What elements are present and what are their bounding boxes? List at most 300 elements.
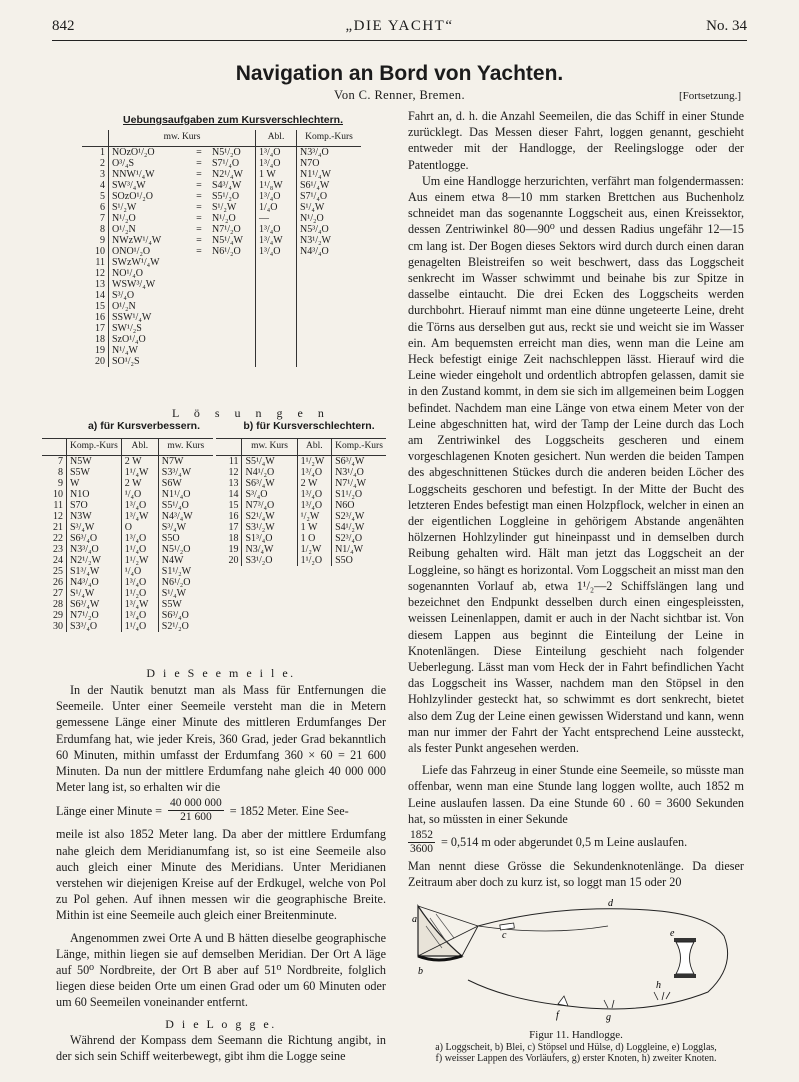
paragraph: Liefe das Fahrzeug in einer Stunde eine Seemeile, so müsste man offenbar, wenn man eine Stunde lang loggen wollte, auch 1852 m Leine auslaufen lassen. Da eine Stunde 60 . 60 = 3600 Sekunden hat, so müssten in einer Sekunde — [408, 763, 744, 826]
table-row — [42, 533, 213, 544]
cell-abl: 2 W — [121, 478, 158, 489]
table-row — [82, 158, 361, 169]
vorlaeufer-lappen — [558, 996, 568, 1006]
table-row — [82, 257, 361, 268]
right-text — [408, 108, 744, 890]
row-number: 12 — [228, 467, 239, 478]
col-header-komp-kurs: Komp.-Kurs — [67, 439, 122, 456]
cell-abl — [256, 257, 297, 268]
label-f: f — [556, 1010, 559, 1021]
cell-abl: 2 W — [121, 456, 158, 468]
cell-abl: 1³/₄O — [121, 533, 158, 544]
label-e: e — [670, 928, 675, 939]
cell-mw-kurs: S¹/₄W — [158, 588, 213, 599]
cell-komp-kurs: S5W — [67, 467, 122, 478]
cell-abl: 1¹/₄O — [121, 621, 158, 632]
figure-caption-title: Figur 11. Handlogge. — [529, 1029, 623, 1041]
label-d: d — [608, 898, 613, 909]
cell-mw-kurs: N5¹/₂O — [212, 147, 241, 158]
cell-kurs: N¹/₄W — [109, 345, 190, 356]
cell-komp-kurs: N5W — [67, 456, 122, 468]
cell-komp-kurs: S7¹/₄O — [297, 191, 362, 202]
cell-komp-kurs: N1/₄W — [332, 544, 386, 555]
table-row — [216, 555, 386, 566]
zweiter-knoten — [654, 992, 670, 1000]
cell-mw-kurs: S6³/₄O — [158, 610, 213, 621]
cell-abl: 1³/₄O — [121, 610, 158, 621]
row-number: 15 — [95, 301, 105, 312]
logglas — [676, 942, 694, 974]
cell-mw-kurs: N5¹/₂O — [158, 544, 213, 555]
cell-abl: 1³/₄O — [256, 147, 297, 159]
fraction-numerator: 40 000 000 — [170, 797, 222, 810]
row-number: 9 — [100, 235, 105, 246]
cell-kurs: NO¹/₄O — [109, 268, 190, 279]
cell-mw-kurs: S6³/₄W — [242, 478, 297, 489]
solutions-b-title: b) für Kursverschlechtern. — [243, 420, 375, 432]
cell-komp-kurs: S1¹/₂O — [332, 489, 386, 500]
fraction-denominator: 3600 — [410, 842, 433, 855]
row-number: 11 — [53, 500, 63, 511]
formula-prefix: Länge einer Minute = — [56, 803, 163, 818]
cell-mw-kurs: S5¹/₂O — [212, 191, 240, 202]
fraction-numerator: 1852 — [410, 828, 433, 841]
cell-komp-kurs: N3W — [67, 511, 122, 522]
cell-komp-kurs — [297, 257, 362, 268]
cell-kurs: NWzW¹/₄W — [109, 235, 190, 246]
running-head — [52, 18, 747, 41]
cell-mw-kurs — [209, 301, 256, 312]
table-row — [42, 467, 213, 478]
table-row — [82, 180, 361, 191]
table-row — [216, 533, 386, 544]
table-row — [82, 202, 361, 213]
cell-abl: 1³/₄O — [256, 246, 297, 257]
row-number: 8 — [100, 224, 105, 235]
row-number: 1 — [100, 147, 105, 158]
paragraph: Fahrt an, d. h. die Anzahl Seemeilen, die das Schiff in einer Stunde zurücklegt. Das Messen dieser Fahrt, loggen genannt, geschieht entweder mit der Handlogge, der Reelingslogge oder der Patentlogge. — [408, 109, 744, 172]
cell-komp-kurs: N7O — [297, 158, 362, 169]
row-number: 11 — [95, 257, 105, 268]
cell-mw-kurs — [209, 323, 256, 334]
table-row — [82, 345, 361, 356]
solutions-a-table — [42, 438, 213, 632]
label-h: h — [656, 980, 661, 991]
fraction — [168, 797, 224, 824]
cell-equals: = — [196, 235, 202, 246]
cell-equals: = — [196, 158, 202, 169]
cell-equals — [189, 279, 209, 290]
cell-abl: ¹/₂W — [297, 511, 331, 522]
row-number: 8 — [58, 467, 63, 478]
cell-kurs: WSW³/₄W — [109, 279, 190, 290]
cell-mw-kurs: N2¹/₄W — [212, 169, 243, 180]
table-row — [82, 323, 361, 334]
cell-kurs: O¹/₂N — [109, 301, 190, 312]
col-header-mw-kurs: mw. Kurs — [158, 439, 213, 456]
cell-equals — [189, 301, 209, 312]
cell-abl: 1 W — [297, 522, 331, 533]
cell-komp-kurs: S6³/₄W — [332, 456, 386, 468]
cell-komp-kurs: N4³/₄O — [67, 577, 122, 588]
cell-kurs: N¹/₂O — [109, 213, 190, 224]
table-row — [42, 489, 213, 500]
col-header-komp-kurs: Komp.-Kurs — [332, 439, 386, 456]
col-header-mw-kurs: mw. Kurs — [109, 130, 256, 147]
cell-kurs: O¹/₂N — [109, 224, 190, 235]
cell-abl: 1³/₄O — [121, 500, 158, 511]
cell-komp-kurs: S5O — [332, 555, 386, 566]
cell-equals: = — [196, 180, 202, 191]
cell-mw-kurs: N3/₄W — [242, 544, 297, 555]
cell-mw-kurs: S1¹/₂W — [158, 566, 213, 577]
row-number: 23 — [53, 544, 63, 555]
cell-equals: = — [196, 147, 202, 158]
cell-abl: 1 W — [256, 169, 297, 180]
cell-mw-kurs — [209, 334, 256, 345]
cell-mw-kurs: S5W — [158, 599, 213, 610]
cell-mw-kurs: S1³/₄O — [242, 533, 297, 544]
cell-kurs: NNW¹/₄W — [109, 169, 190, 180]
cell-equals: = — [196, 224, 202, 235]
table-row — [42, 522, 213, 533]
table-row — [82, 191, 361, 202]
cell-komp-kurs: S³/₄W — [67, 522, 122, 533]
exercises-table — [82, 130, 361, 367]
cell-mw-kurs: S2¹/₂O — [158, 621, 213, 632]
cell-abl: 1¹/₄W — [121, 467, 158, 478]
cell-abl — [256, 301, 297, 312]
cell-mw-kurs: N4¹/₂O — [242, 467, 297, 478]
solutions-b-table — [216, 438, 386, 566]
cell-kurs: NOzO¹/₂O — [109, 147, 190, 159]
table-row — [42, 555, 213, 566]
cell-komp-kurs: N7¹/₂O — [67, 610, 122, 621]
cell-mw-kurs: N4³/₄W — [158, 511, 213, 522]
cell-komp-kurs — [297, 323, 362, 334]
cell-mw-kurs: N7³/₄O — [242, 500, 297, 511]
cell-mw-kurs: S4³/₄W — [212, 180, 242, 191]
cell-abl: ¹/₄O — [121, 566, 158, 577]
cell-komp-kurs: N7¹/₄W — [332, 478, 386, 489]
cell-komp-kurs: N¹/₂O — [297, 213, 362, 224]
table-row — [216, 500, 386, 511]
cell-abl: 1¹/₂O — [297, 555, 331, 566]
label-a: a — [412, 914, 417, 925]
row-number: 5 — [100, 191, 105, 202]
cell-mw-kurs: S2¹/₄W — [242, 511, 297, 522]
row-number: 16 — [228, 511, 239, 522]
table-row — [216, 511, 386, 522]
row-number: 17 — [95, 323, 105, 334]
cell-komp-kurs — [297, 290, 362, 301]
cell-mw-kurs: S³/₄W — [158, 522, 213, 533]
table-row — [42, 610, 213, 621]
row-number: 24 — [53, 555, 63, 566]
row-number: 26 — [53, 577, 63, 588]
row-number: 13 — [228, 478, 239, 489]
row-number: 15 — [228, 500, 239, 511]
seemeile-text — [56, 682, 386, 1064]
cell-equals — [189, 312, 209, 323]
row-number: 12 — [95, 268, 105, 279]
table-row — [42, 500, 213, 511]
cell-komp-kurs: N6O — [332, 500, 386, 511]
cell-equals — [189, 345, 209, 356]
cell-abl: 2 W — [297, 478, 331, 489]
cell-komp-kurs — [297, 345, 362, 356]
cell-abl: 1³/₄O — [297, 467, 331, 478]
cell-equals: = — [196, 202, 202, 213]
table-row — [82, 235, 361, 246]
row-number: 2 — [100, 158, 105, 169]
cell-mw-kurs: S¹/₂W — [212, 202, 237, 213]
handlogge-figure — [408, 896, 744, 1036]
paragraph: Angenommen zwei Orte A und B hätten dieselbe geographische Länge, mithin liegen sie auf demselben Meridian. Der Ort A läge auf 50⁰ Nordbreite, der Ort B aber auf 51⁰ Nordbreite, folglich liegen diese beiden Orte um einen Grad oder um 60 Minuten oder um 60 Seemeilen voneinander entfernt. — [56, 930, 386, 1010]
cell-abl: 1³/₄O — [297, 500, 331, 511]
cell-komp-kurs: S2³/₄W — [332, 511, 386, 522]
cell-mw-kurs: N4W — [158, 555, 213, 566]
cell-kurs: SSW¹/₄W — [109, 312, 190, 323]
row-number: 30 — [53, 621, 63, 632]
cell-komp-kurs — [297, 334, 362, 345]
cell-mw-kurs — [209, 279, 256, 290]
cell-komp-kurs — [297, 301, 362, 312]
table-row — [82, 268, 361, 279]
cell-equals — [189, 323, 209, 334]
solutions-a-title: a) für Kursverbessern. — [87, 420, 201, 432]
table-row — [42, 577, 213, 588]
cell-komp-kurs — [297, 279, 362, 290]
paragraph: Während der Kompass dem Seemann die Richtung angibt, in der sich sein Schiff weiterbewegt, gibt ihm die Logge seine — [56, 1032, 386, 1063]
table-row — [82, 290, 361, 301]
journal-title: „DIE YACHT“ — [345, 18, 454, 34]
row-number: 14 — [228, 489, 239, 500]
cell-mw-kurs: S5¹/₄W — [242, 456, 297, 468]
article-title: Navigation an Bord von Yachten. — [235, 62, 564, 85]
cell-equals — [189, 356, 209, 367]
cell-komp-kurs: N3³/₄O — [297, 147, 362, 159]
col-header-abl: Abl. — [256, 130, 297, 147]
row-number: 10 — [95, 246, 105, 257]
cell-kurs: O³/₄S — [109, 158, 190, 169]
table-row — [42, 621, 213, 632]
cell-abl: 1³/₄O — [121, 577, 158, 588]
cell-equals: = — [196, 246, 202, 257]
cell-equals: = — [196, 191, 202, 202]
row-number: 7 — [100, 213, 105, 224]
cell-komp-kurs: N3¹/₄O — [332, 467, 386, 478]
paragraph: In der Nautik benutzt man als Mass für Entfernungen die Seemeile. Unter einer Seemeile versteht man die in Metern gemessene Länge einer Minute des mittleren Erdumfanges Der Erdumfang hat, wie jeder Kreis, 360 Grad, jeder Grad bekanntlich 60 Minuten, mithin umfasst der Erdumfang 360 × 60 = 21 600 Minuten. Da nun der mittlere Erdumfang nahe gleich 40 000 000 Meter lang ist, so erhalten wir die — [56, 683, 386, 795]
row-number: 10 — [53, 489, 63, 500]
table-row — [82, 356, 361, 367]
article-author: Von C. Renner, Bremen. — [334, 88, 465, 102]
cell-komp-kurs — [297, 312, 362, 323]
figure-caption-line: f) weisser Lappen des Vorläufers, g) erster Knoten, h) zweiter Knoten. — [435, 1053, 717, 1064]
seemeile-heading: D i e S e e m e i l e. — [146, 666, 296, 680]
cell-abl: 1¹/₂W — [121, 555, 158, 566]
cell-abl: 1³/₄O — [256, 191, 297, 202]
fraction — [408, 829, 435, 856]
solutions-title: L ö s u n g e n — [172, 406, 330, 420]
row-number: 22 — [53, 533, 63, 544]
cell-kurs: SO¹/₂S — [109, 356, 190, 367]
col-header-mw-kurs: mw. Kurs — [242, 439, 297, 456]
cell-abl: — — [256, 213, 297, 224]
page-number: 842 — [52, 18, 75, 34]
cell-kurs: SOzO¹/₂O — [109, 191, 190, 202]
cell-mw-kurs — [209, 290, 256, 301]
cell-mw-kurs — [209, 268, 256, 279]
cell-equals: = — [196, 213, 202, 224]
row-number: 18 — [228, 533, 239, 544]
cell-abl: 1/₂W — [297, 544, 331, 555]
cell-abl: 1¹/₂O — [121, 588, 158, 599]
table-row — [82, 334, 361, 345]
cell-mw-kurs — [209, 257, 256, 268]
cell-kurs: SzO¹/₄O — [109, 334, 190, 345]
cell-mw-kurs: N7W — [158, 456, 213, 468]
cell-mw-kurs: N1¹/₄O — [158, 489, 213, 500]
row-number: 29 — [53, 610, 63, 621]
cell-mw-kurs: S5¹/₄O — [158, 500, 213, 511]
row-number: 18 — [95, 334, 105, 345]
row-number: 14 — [95, 290, 105, 301]
cell-komp-kurs: S¹/₄W — [297, 202, 362, 213]
logge-heading: D i e L o g g e. — [165, 1016, 277, 1031]
cell-abl: 1³/₄W — [121, 511, 158, 522]
cell-kurs: SWzW¹/₄W — [109, 257, 190, 268]
cell-equals — [189, 290, 209, 301]
table-row — [42, 599, 213, 610]
row-number: 19 — [95, 345, 105, 356]
row-number: 28 — [53, 599, 63, 610]
cell-equals — [189, 268, 209, 279]
cell-abl — [256, 334, 297, 345]
cell-mw-kurs: S7¹/₄O — [212, 158, 240, 169]
cell-komp-kurs — [297, 268, 362, 279]
col-header-komp-kurs: Komp.-Kurs — [297, 130, 362, 147]
row-number: 6 — [100, 202, 105, 213]
row-number: 17 — [228, 522, 239, 533]
cell-komp-kurs: N4³/₄O — [297, 246, 362, 257]
cell-komp-kurs: S6³/₄O — [67, 533, 122, 544]
paragraph: Man nennt diese Grösse die Sekundenknotenlänge. Da dieser Zeitraum aber doch zu kurz ist, so loggt man 15 oder 20 — [408, 858, 744, 890]
cell-abl: ¹/₄O — [121, 489, 158, 500]
paragraph: meile ist also 1852 Meter lang. Da aber der mittlere Erdumfang nahe gleich dem Meridianumfang ist, so ist eine Seemeile also auch gleich einer Minute des Meridians. Unter Meridianen verstehen wir diejenigen Kreise auf der Erdkugel, welche von Pol zu Pol gehen. Auf ihnen messen wir die geographische Breite. Mithin ist eine Seemeile auch gleich einer Breitenminute. — [56, 827, 386, 923]
cell-abl: 1/₄O — [256, 202, 297, 213]
cell-komp-kurs: N1¹/₄W — [297, 169, 362, 180]
cell-abl: 1³/₄O — [256, 224, 297, 235]
formula-suffix: = 0,514 m oder abgerundet 0,5 m Leine auslaufen. — [441, 835, 688, 850]
table-row — [82, 312, 361, 323]
issue-number: No. 34 — [706, 18, 747, 34]
cell-kurs: SW¹/₂S — [109, 323, 190, 334]
cell-abl — [256, 268, 297, 279]
cell-komp-kurs: N5³/₄O — [297, 224, 362, 235]
cell-kurs: S¹/₂W — [109, 202, 190, 213]
row-number: 19 — [228, 544, 239, 555]
table-row — [216, 489, 386, 500]
table-row — [82, 213, 361, 224]
cell-abl: O — [121, 522, 158, 533]
row-number: 25 — [53, 566, 63, 577]
cell-abl: 1³/₄W — [256, 235, 297, 246]
cell-mw-kurs — [209, 312, 256, 323]
cell-abl: 1 O — [297, 533, 331, 544]
cell-kurs: ONO¹/₂O — [109, 246, 190, 257]
table-row — [216, 456, 386, 468]
row-number: 21 — [53, 522, 63, 533]
cell-komp-kurs: S7O — [67, 500, 122, 511]
cell-komp-kurs — [297, 356, 362, 367]
row-number: 3 — [100, 169, 105, 180]
table-row — [42, 544, 213, 555]
cell-abl: 1³/₄O — [297, 489, 331, 500]
cell-mw-kurs: S3³/₄W — [158, 467, 213, 478]
cell-mw-kurs: S3¹/₂O — [242, 555, 297, 566]
cell-komp-kurs: N3³/₄O — [67, 544, 122, 555]
logglas-top — [674, 938, 696, 942]
cell-mw-kurs: N7¹/₂O — [212, 224, 241, 235]
cell-mw-kurs: S5O — [158, 533, 213, 544]
table-row — [42, 478, 213, 489]
erster-knoten — [604, 1000, 614, 1008]
cell-mw-kurs — [209, 356, 256, 367]
table-row — [82, 279, 361, 290]
row-number: 12 — [53, 511, 63, 522]
col-header-abl: Abl. — [297, 439, 331, 456]
label-c: c — [502, 930, 507, 941]
cell-komp-kurs: S1³/₄W — [67, 566, 122, 577]
table-row — [42, 456, 213, 468]
table-row — [42, 588, 213, 599]
cell-mw-kurs: N5¹/₄W — [212, 235, 243, 246]
col-header-abl: Abl. — [121, 439, 158, 456]
row-number: 27 — [53, 588, 63, 599]
row-number: 11 — [228, 456, 239, 467]
cell-abl — [256, 323, 297, 334]
cell-equals: = — [196, 169, 202, 180]
cell-abl — [256, 290, 297, 301]
table-row — [216, 467, 386, 478]
cell-abl: 1³/₄W — [121, 599, 158, 610]
cell-abl: 1¹/₈W — [256, 180, 297, 191]
formula-minute-length — [56, 797, 386, 824]
table-row — [216, 478, 386, 489]
stoepsel-huelse — [500, 923, 515, 930]
cell-abl — [256, 345, 297, 356]
row-number: 4 — [100, 180, 105, 191]
cell-abl — [256, 312, 297, 323]
cell-mw-kurs: N6¹/₂O — [212, 246, 241, 257]
cell-abl: 1¹/₄O — [121, 544, 158, 555]
cell-equals — [189, 257, 209, 268]
figure-caption-line: a) Loggscheit, b) Blei, c) Stöpsel und Hülse, d) Loggleine, e) Logglas, — [435, 1041, 717, 1053]
table-row — [216, 544, 386, 555]
cell-mw-kurs: N6¹/₂O — [158, 577, 213, 588]
cell-komp-kurs: N3¹/₂W — [297, 235, 362, 246]
table-row — [216, 522, 386, 533]
cell-komp-kurs: S6¹/₄W — [297, 180, 362, 191]
cell-abl: 1³/₄O — [256, 158, 297, 169]
exercises-heading: Uebungsaufgaben zum Kursverschlechtern. — [123, 114, 343, 126]
cell-komp-kurs: S¹/₄W — [67, 588, 122, 599]
cell-kurs: SW³/₄W — [109, 180, 190, 191]
table-row — [42, 566, 213, 577]
formula-second-length — [408, 829, 744, 856]
table-row — [82, 224, 361, 235]
